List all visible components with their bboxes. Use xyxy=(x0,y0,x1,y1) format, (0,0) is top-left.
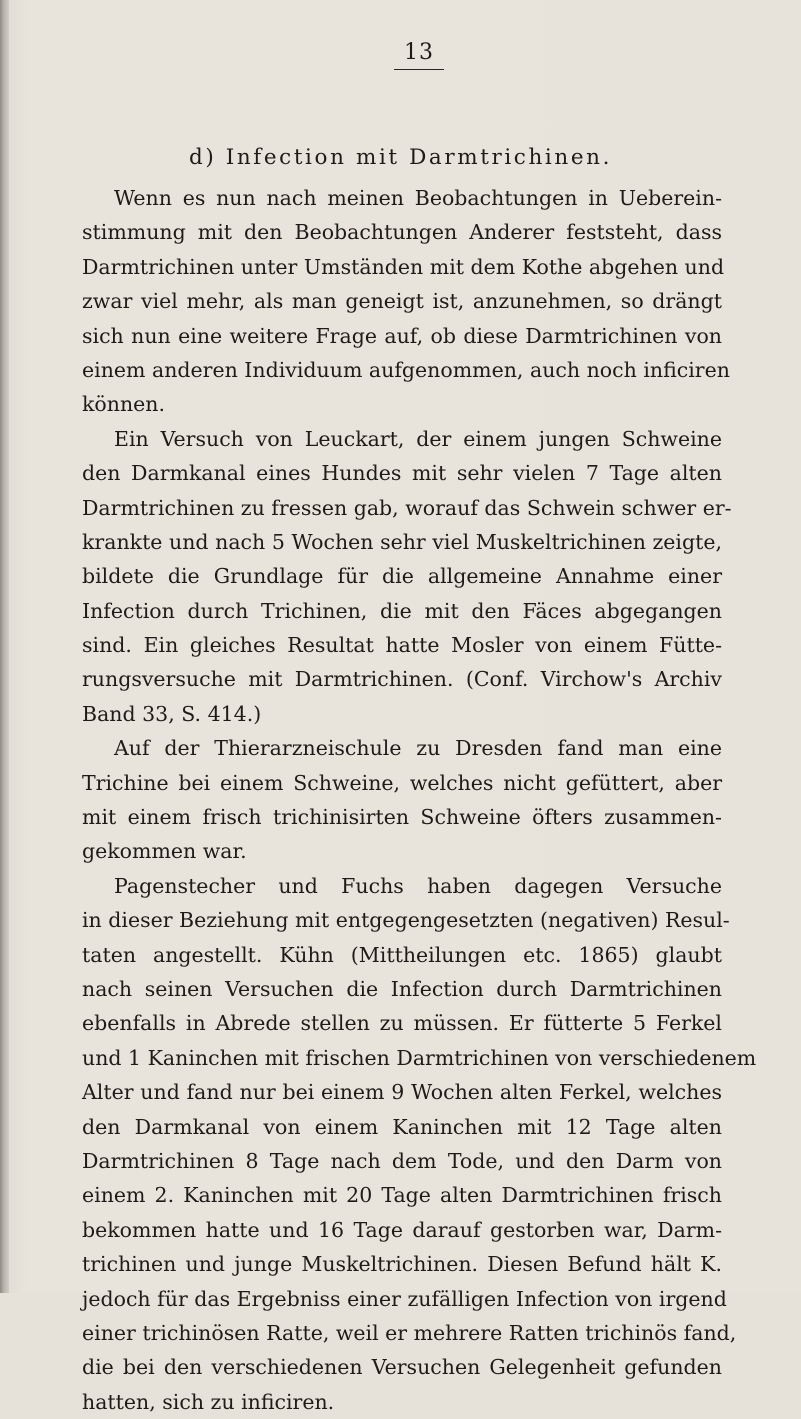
text-line: gekommen war. xyxy=(82,839,247,864)
text-line: Wenn es nun nach meinen Beobachtungen in Ueberein- xyxy=(114,186,722,210)
text-line: und 1 Kaninchen mit frischen Darmtrichinen von verschiedenem xyxy=(82,1045,757,1070)
paragraph xyxy=(82,869,757,1419)
paragraph xyxy=(82,422,732,732)
text-line: Band 33, S. 414.) xyxy=(82,701,262,726)
text-line: stimmung mit den Beobachtungen Anderer feststeht, dass xyxy=(82,220,722,245)
text-line: in dieser Beziehung mit entgegengesetzten (negativen) Resul- xyxy=(82,908,730,933)
text-line: Auf der Thierarzneischule zu Dresden fand man eine xyxy=(114,736,722,761)
text-line: ebenfalls in Abrede stellen zu müssen. Er fütterte 5 Ferkel xyxy=(82,1011,722,1036)
text-line: Darmtrichinen 8 Tage nach dem Tode, und den Darm von xyxy=(82,1148,722,1173)
text-line: die bei den verschiedenen Versuchen Gelegenheit gefunden xyxy=(82,1355,722,1380)
section-heading: d) Infection mit Darmtrichinen. xyxy=(188,145,613,170)
page-gutter-shadow xyxy=(0,0,9,1293)
text-line: zwar viel mehr, als man geneigt ist, anzunehmen, so drängt xyxy=(82,289,722,314)
text-line: hatten, sich zu inficiren. xyxy=(82,1389,335,1414)
paragraph xyxy=(82,181,730,422)
page-number: 13 xyxy=(404,40,434,65)
text-line: können. xyxy=(82,392,166,417)
text-line: einer trichinösen Ratte, weil er mehrere Ratten trichinös fand, xyxy=(82,1320,737,1345)
text-line: Ein Versuch von Leuckart, der einem jungen Schweine xyxy=(114,426,722,451)
text-line: Pagenstecher und Fuchs haben dagegen Versuche xyxy=(114,873,722,898)
text-line: Darmtrichinen unter Umständen mit dem Kothe abgehen und xyxy=(82,254,725,279)
text-line: den Darmkanal eines Hundes mit sehr vielen 7 Tage alten xyxy=(82,461,722,486)
text-line: rungsversuche mit Darmtrichinen. (Conf. Virchow's Archiv xyxy=(82,667,722,692)
text-line: jedoch für das Ergebniss einer zufälligen Infection von irgend xyxy=(82,1286,727,1311)
text-line: einem 2. Kaninchen mit 20 Tage alten Darmtrichinen frisch xyxy=(82,1183,722,1208)
text-line: Infection durch Trichinen, die mit den Fäces abgegangen xyxy=(82,598,722,623)
text-line: Trichine bei einem Schweine, welches nicht gefüttert, aber xyxy=(82,770,722,795)
paragraph xyxy=(82,731,722,869)
text-line: Darmtrichinen zu fressen gab, worauf das Schwein schwer er- xyxy=(82,495,732,520)
text-line: bekommen hatte und 16 Tage darauf gestorben war, Darm- xyxy=(82,1217,722,1242)
text-line: den Darmkanal von einem Kaninchen mit 12 Tage alten xyxy=(82,1114,722,1139)
text-line: Alter und fand nur bei einem 9 Wochen alten Ferkel, welches xyxy=(82,1080,722,1105)
body-text xyxy=(82,181,757,1419)
text-line: sich nun eine weitere Frage auf, ob diese Darmtrichinen von xyxy=(82,323,722,348)
text-line: einem anderen Individuum aufgenommen, auch noch inficiren xyxy=(82,357,730,382)
text-line: taten angestellt. Kühn (Mittheilungen etc. 1865) glaubt xyxy=(82,942,722,967)
text-line: bildete die Grundlage für die allgemeine Annahme einer xyxy=(82,564,722,589)
text-line: nach seinen Versuchen die Infection durch Darmtrichinen xyxy=(82,976,722,1001)
text-line: krankte und nach 5 Wochen sehr viel Muskeltrichinen zeigte, xyxy=(82,529,722,554)
text-line: sind. Ein gleiches Resultat hatte Mosler von einem Fütte- xyxy=(82,633,722,658)
text-line: trichinen und junge Muskeltrichinen. Diesen Befund hält K. xyxy=(82,1252,722,1277)
text-line: mit einem frisch trichinisirten Schweine öfters zusammen- xyxy=(82,805,722,830)
page-number-rule xyxy=(394,69,444,70)
